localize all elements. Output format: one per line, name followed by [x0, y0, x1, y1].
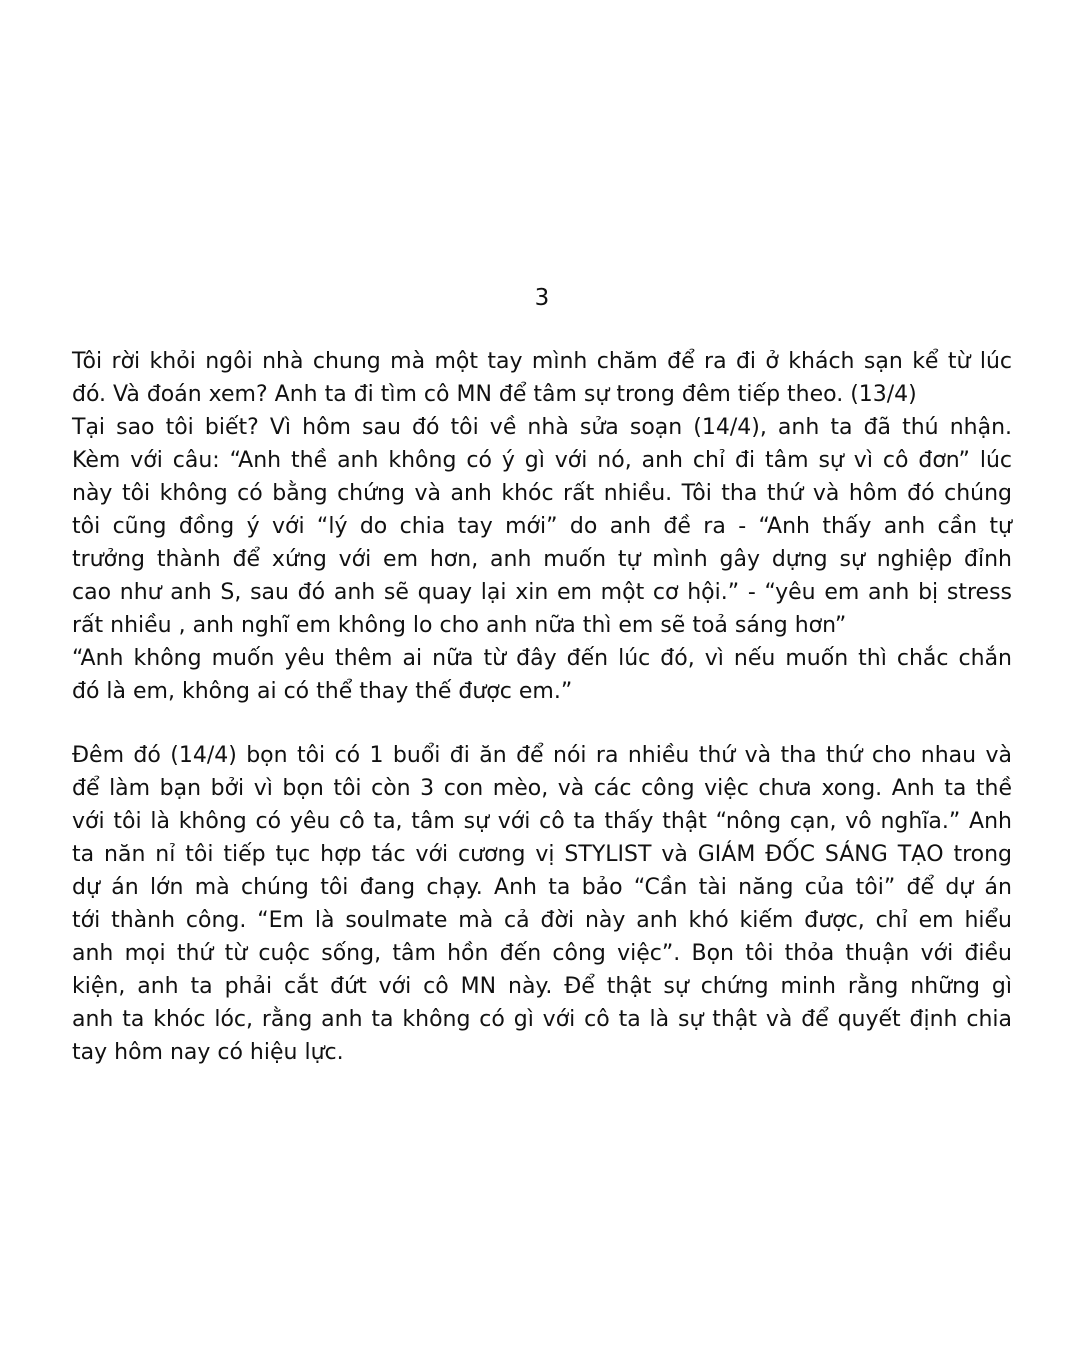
text-line: “Anh không muốn yêu thêm ai nữa từ đây đến lúc đó, vì nếu muốn thì chắc chắn	[72, 646, 1012, 671]
text-line: để làm bạn bởi vì bọn tôi còn 3 con mèo, và các công việc chưa xong. Anh ta thề	[72, 776, 1012, 801]
text-line: anh ta khóc lóc, rằng anh ta không có gì với cô ta là sự thật và để quyết định chia	[72, 1007, 1012, 1032]
text-line: anh mọi thứ từ cuộc sống, tâm hồn đến công việc”. Bọn tôi thỏa thuận với điều	[72, 941, 1012, 966]
text-line: ta năn nỉ tôi tiếp tục hợp tác với cương vị STYLIST và GIÁM ĐỐC SÁNG TẠO trong	[72, 842, 1012, 867]
text-line: Tôi rời khỏi ngôi nhà chung mà một tay mình chăm để ra đi ở khách sạn kể từ lúc	[72, 349, 1012, 374]
text-line: Đêm đó (14/4) bọn tôi có 1 buổi đi ăn để nói ra nhiều thứ và tha thứ cho nhau và	[72, 743, 1012, 768]
text-line: cao như anh S, sau đó anh sẽ quay lại xin em một cơ hội.” - “yêu em anh bị stress	[72, 580, 1012, 605]
text-line: tôi cũng đồng ý với “lý do chia tay mới” do anh đề ra - “Anh thấy anh cần tự	[72, 514, 1012, 539]
text-line: với tôi là không có yêu cô ta, tâm sự với cô ta thấy thật “nông cạn, vô nghĩa.” Anh	[72, 809, 1012, 834]
text-line: đó là em, không ai có thể thay thế được em.”	[72, 679, 573, 704]
text-line: kiện, anh ta phải cắt đứt với cô MN này. Để thật sự chứng minh rằng những gì	[72, 974, 1012, 999]
paragraph-2	[72, 739, 1012, 1069]
text-line: tới thành công. “Em là soulmate mà cả đời này anh khó kiếm được, chỉ em hiểu	[72, 908, 1012, 933]
text-line: dự án lớn mà chúng tôi đang chạy. Anh ta bảo “Cần tài năng của tôi” để dự án	[72, 875, 1012, 900]
text-line: Tại sao tôi biết? Vì hôm sau đó tôi về nhà sửa soạn (14/4), anh ta đã thú nhận.	[72, 415, 1012, 440]
text-line: trưởng thành để xứng với em hơn, anh muốn tự mình gây dựng sự nghiệp đỉnh	[72, 547, 1012, 572]
text-line: đó. Và đoán xem? Anh ta đi tìm cô MN để tâm sự trong đêm tiếp theo. (13/4)	[72, 382, 917, 407]
text-line: này tôi không có bằng chứng và anh khóc rất nhiều. Tôi tha thứ và hôm đó chúng	[72, 481, 1012, 506]
paragraph-1	[72, 345, 1012, 708]
text-line: rất nhiều , anh nghĩ em không lo cho anh nữa thì em sẽ toả sáng hơn”	[72, 613, 847, 638]
text-line: Kèm với câu: “Anh thề anh không có ý gì với nó, anh chỉ đi tâm sự vì cô đơn” lúc	[72, 448, 1012, 473]
page-number: 3	[534, 285, 550, 311]
text-line: tay hôm nay có hiệu lực.	[72, 1040, 344, 1065]
